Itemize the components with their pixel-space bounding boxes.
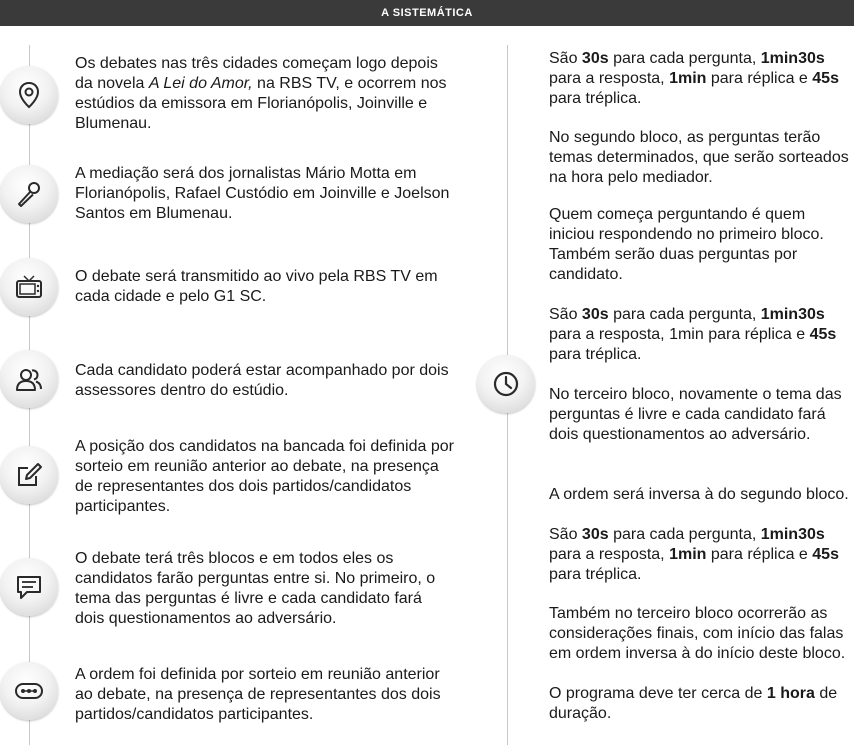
right-para-9: O programa deve ter cerca de 1 hora de duração. — [549, 685, 838, 722]
sequence-icon — [0, 662, 58, 720]
microphone-icon — [0, 165, 58, 223]
chat-icon — [0, 558, 58, 616]
right-para-4: São 30s para cada pergunta, 1min30s para a resposta, 1min para réplica e 45s para tréplica. — [549, 306, 837, 363]
edit-icon — [0, 446, 58, 504]
right-para-8: Também no terceiro bloco ocorrerão as considerações finais, com início das falas em ordem inversa à do início deste bloco. — [549, 605, 846, 662]
right-para-2: No segundo bloco, as perguntas terão temas determinados, que serão sorteados na hora pelo mediador. — [549, 129, 849, 186]
left-item-7: A ordem foi definida por sorteio em reunião anterior ao debate, na presença de representantes dos dois partidos/candidatos participantes. — [75, 666, 441, 723]
right-para-7: São 30s para cada pergunta, 1min30s para a resposta, 1min para réplica e 45s para tréplica. — [549, 526, 839, 583]
people-icon — [0, 350, 58, 408]
left-item-5: A posição dos candidatos na bancada foi definida por sorteio em reunião anterior ao debate, na presença de representantes dos dois partidos/candidatos participantes. — [75, 438, 454, 515]
section-title: A SISTEMÁTICA — [381, 7, 473, 19]
location-pin-icon — [0, 66, 58, 124]
section-header — [0, 0, 854, 26]
left-item-6: O debate terá três blocos e em todos eles os candidatos farão perguntas entre si. No primeiro, o tema das perguntas é livre e cada candidato fará dois questionamentos ao adversário. — [75, 550, 436, 627]
right-para-1: São 30s para cada pergunta, 1min30s para a resposta, 1min para réplica e 45s para tréplica. — [549, 50, 839, 107]
left-item-4: Cada candidato poderá estar acompanhado por dois assessores dentro do estúdio. — [75, 362, 449, 399]
right-para-6: A ordem será inversa à do segundo bloco. — [549, 486, 849, 503]
right-para-5: No terceiro bloco, novamente o tema das perguntas é livre e cada candidato fará dois questionamentos ao adversário. — [549, 386, 842, 443]
left-item-1: Os debates nas três cidades começam logo depois da novela A Lei do Amor, na RBS TV, e ocorrem nos estúdios da emissora em Florianópolis, Joinville e Blumenau. — [75, 55, 447, 132]
clock-icon — [477, 355, 535, 413]
right-para-3: Quem começa perguntando é quem iniciou respondendo no primeiro bloco. Também serão duas perguntas por candidato. — [549, 206, 824, 283]
left-item-2: A mediação será dos jornalistas Mário Motta em Florianópolis, Rafael Custódio em Joinville e Joelson Santos em Blumenau. — [75, 165, 450, 222]
left-item-3: O debate será transmitido ao vivo pela RBS TV em cada cidade e pelo G1 SC. — [75, 268, 438, 305]
tv-icon — [0, 258, 58, 316]
